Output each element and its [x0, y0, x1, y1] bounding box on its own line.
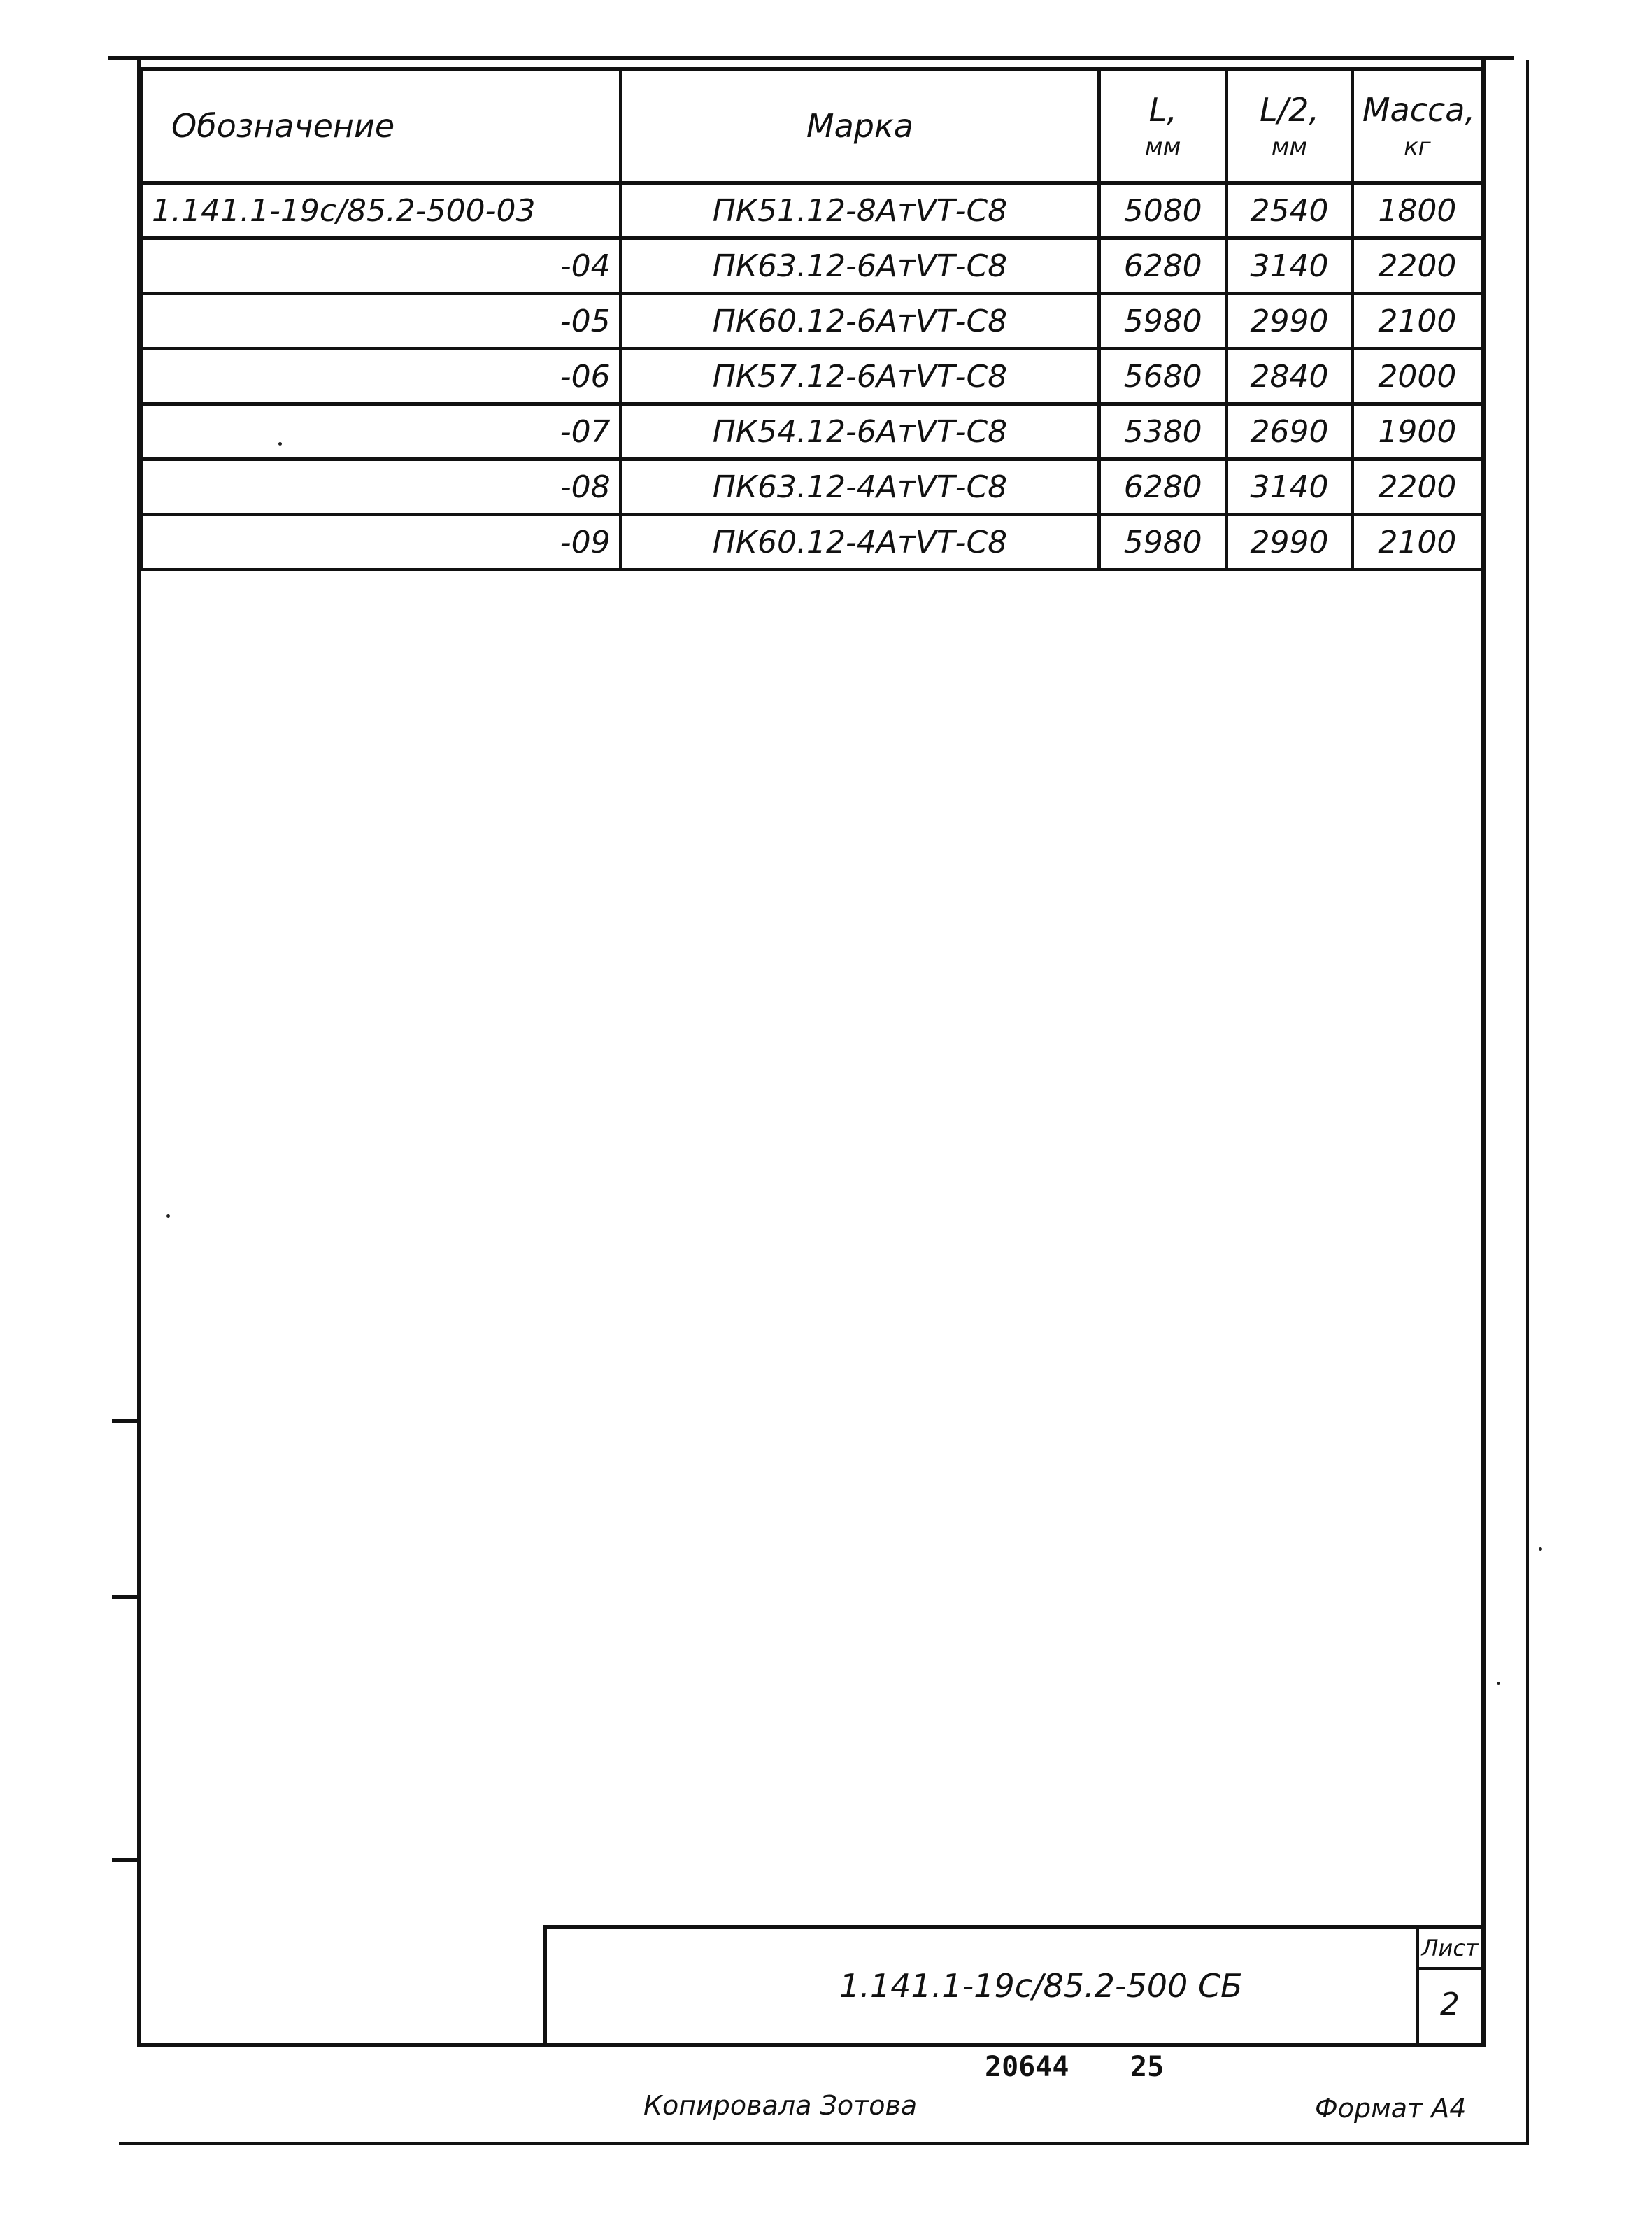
scan-speck: [1497, 1682, 1500, 1685]
cell-mark: ПК63.12-4АтⅤТ-С8: [620, 460, 1099, 515]
cell-mass: 2200: [1352, 460, 1482, 515]
cell-length: 5680: [1099, 349, 1227, 404]
cell-mass: 2200: [1352, 239, 1482, 294]
cell-designation: -09: [142, 515, 621, 570]
cell-half-length: 2540: [1227, 183, 1353, 239]
cell-designation: -06: [142, 349, 621, 404]
margin-tick: [112, 1595, 140, 1599]
paper-format: Формат А4: [1315, 2093, 1467, 2124]
header-designation: Обозначение: [142, 69, 621, 183]
cell-designation: -05: [142, 294, 621, 349]
cell-mark: ПК60.12-6АтⅤТ-С8: [620, 294, 1099, 349]
specification-table: [140, 67, 1484, 571]
document-code: 1.141.1-19с/85.2-500 СБ: [839, 1967, 1243, 2005]
frame-bottom-line: [137, 2043, 1486, 2047]
cell-mark: ПК51.12-8АтⅤТ-С8: [620, 183, 1099, 239]
table-row: [142, 239, 1483, 294]
table-header-row: [142, 69, 1483, 183]
cell-mark: ПК60.12-4АтⅤТ-С8: [620, 515, 1099, 570]
header-half-length: [1227, 69, 1353, 183]
scan-speck: [166, 1214, 170, 1218]
cell-mark: ПК57.12-6АтⅤТ-С8: [620, 349, 1099, 404]
header-length-label: L,: [1148, 91, 1177, 129]
cell-length: 5080: [1099, 183, 1227, 239]
margin-tick: [112, 1419, 140, 1423]
cell-half-length: 2690: [1227, 404, 1353, 460]
table-row: [142, 404, 1483, 460]
table-row: [142, 183, 1483, 239]
cell-length: 6280: [1099, 460, 1227, 515]
cell-mass: 2100: [1352, 294, 1482, 349]
copied-by: Копировала Зотова: [643, 2090, 918, 2121]
archive-stamp-page: 25: [1130, 2051, 1165, 2083]
header-length-unit: мм: [1145, 133, 1181, 161]
frame-top-line: [108, 56, 1514, 60]
table-row: [142, 294, 1483, 349]
header-mark: Марка: [620, 69, 1099, 183]
cell-mark: ПК54.12-6АтⅤТ-С8: [620, 404, 1099, 460]
cell-mass: 1900: [1352, 404, 1482, 460]
cell-half-length: 3140: [1227, 460, 1353, 515]
cell-length: 6280: [1099, 239, 1227, 294]
header-half-length-label: L/2,: [1259, 91, 1319, 129]
cell-length: 5980: [1099, 294, 1227, 349]
header-length: [1099, 69, 1227, 183]
sheet-label: Лист: [1421, 1935, 1479, 1961]
cell-half-length: 2990: [1227, 515, 1353, 570]
cell-mass: 1800: [1352, 183, 1482, 239]
scan-speck: [1539, 1547, 1542, 1551]
header-half-length-unit: мм: [1271, 133, 1308, 161]
margin-tick: [112, 1858, 140, 1862]
cell-designation: -04: [142, 239, 621, 294]
cell-half-length: 3140: [1227, 239, 1353, 294]
table-row: [142, 515, 1483, 570]
footer-line: [119, 2142, 1529, 2145]
cell-designation: -07: [142, 404, 621, 460]
header-mass-label: Масса,: [1362, 91, 1476, 129]
cell-mass: 2000: [1352, 349, 1482, 404]
table-row: [142, 460, 1483, 515]
header-mass: [1352, 69, 1482, 183]
archive-stamp-number: 20644: [985, 2051, 1069, 2083]
cell-half-length: 2840: [1227, 349, 1353, 404]
cell-length: 5980: [1099, 515, 1227, 570]
cell-mass: 2100: [1352, 515, 1482, 570]
cell-length: 5380: [1099, 404, 1227, 460]
cell-designation: -08: [142, 460, 621, 515]
cell-designation: 1.141.1-19с/85.2-500-03: [142, 183, 621, 239]
table-row: [142, 349, 1483, 404]
header-mass-unit: кг: [1404, 133, 1431, 161]
cell-mark: ПК63.12-6АтⅤТ-С8: [620, 239, 1099, 294]
outer-right-line: [1526, 60, 1529, 2145]
cell-half-length: 2990: [1227, 294, 1353, 349]
sheet-number: 2: [1440, 1987, 1460, 2022]
sheet-divider: [1416, 1967, 1483, 1970]
